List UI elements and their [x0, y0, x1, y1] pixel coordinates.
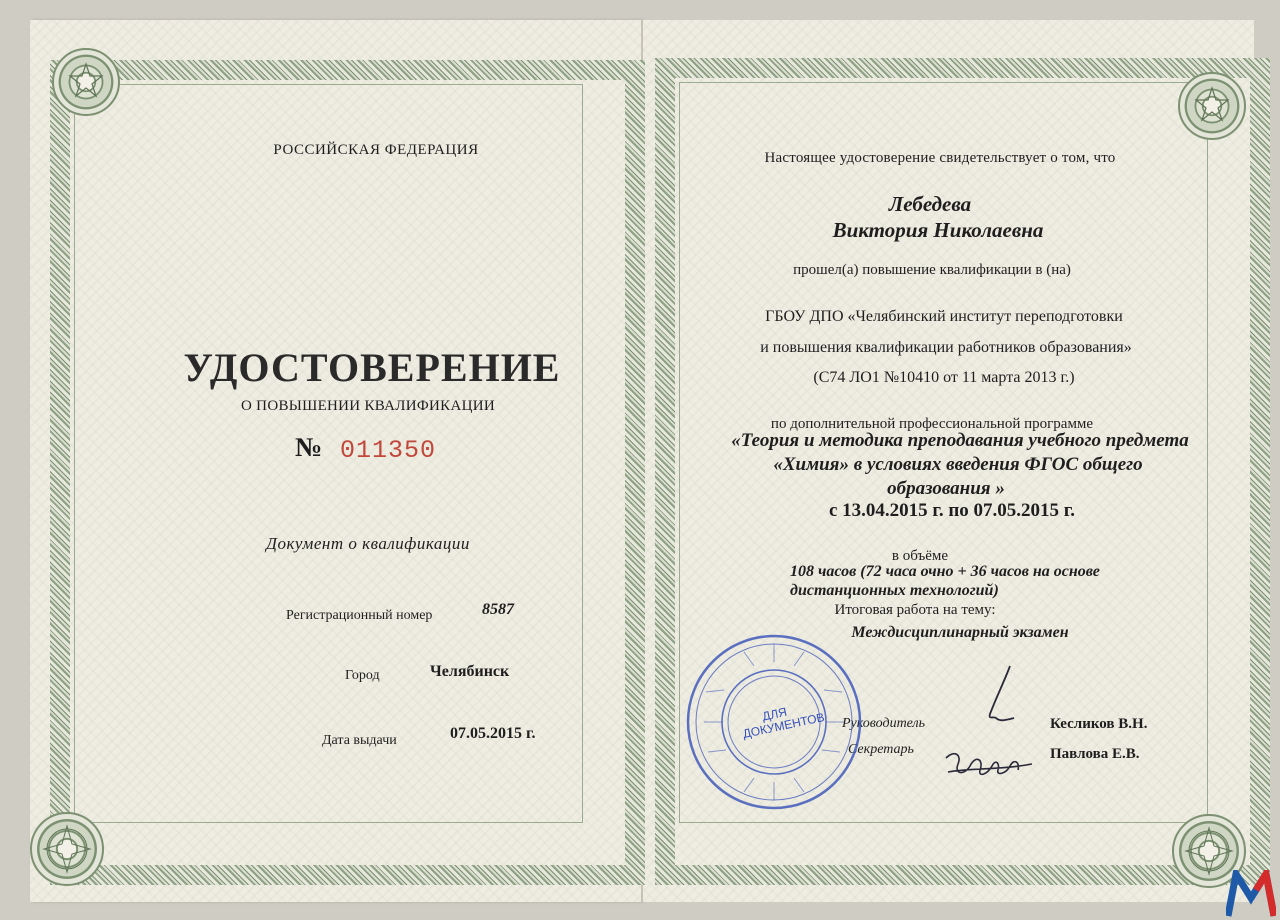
organization-line-2: и повышения квалификации работников образования» [760, 339, 1132, 356]
registration-number: 8587 [482, 601, 514, 618]
program-period: с 13.04.2015 г. по 07.05.2015 г. [828, 500, 1076, 521]
left-inner-border [74, 84, 583, 823]
program-title-line-3: образования » [887, 478, 1005, 499]
program-title-line-1: «Теория и методика преподавания учебного предмета [731, 430, 1189, 451]
program-title-line-2: «Химия» в условиях введения ФГОС общего [773, 454, 1143, 475]
organization-line-1: ГБОУ ДПО «Челябинский институт переподготовки [765, 308, 1123, 325]
country-name: РОССИЙСКАЯ ФЕДЕРАЦИЯ [273, 142, 479, 158]
recipient-surname: Лебедева [888, 192, 972, 216]
certificate-number: 011350 [340, 436, 437, 465]
secretary-label: Секретарь [848, 742, 914, 757]
stamp-seal [684, 632, 864, 812]
city-label: Город [345, 668, 380, 683]
recipient-name: Виктория Николаевна [832, 218, 1044, 242]
volume-label: в объёме [891, 548, 949, 564]
organization-license: (С74 ЛО1 №10410 от 11 марта 2013 г.) [813, 369, 1075, 386]
brand-logo [1226, 870, 1276, 918]
volume-line-1: 108 часов (72 часа очно + 36 часов на основе [790, 563, 1100, 580]
head-label: Руководитель [842, 716, 926, 731]
intro-text: Настоящее удостоверение свидетельствует о том, что [764, 150, 1116, 166]
final-work-label: Итоговая работа на тему: [834, 602, 996, 618]
passed-text: прошел(а) повышение квалификации в (на) [793, 262, 1071, 278]
rosette-icon [1178, 72, 1246, 140]
rosette-icon [30, 812, 104, 886]
number-sign: № [295, 432, 323, 462]
final-work-topic: Междисциплинарный экзамен [851, 624, 1069, 641]
head-name: Кесликов В.Н. [1050, 716, 1148, 732]
secretary-name: Павлова Е.В. [1050, 746, 1140, 762]
registration-label: Регистрационный номер [286, 608, 433, 623]
document-type: Документ о квалификации [266, 534, 470, 553]
city-value: Челябинск [430, 663, 510, 680]
signature [940, 740, 1040, 786]
issue-date-label: Дата выдачи [322, 733, 397, 748]
volume-line-2: дистанционных технологий) [790, 582, 999, 599]
rosette-icon [52, 48, 120, 116]
document-subtitle: О ПОВЫШЕНИИ КВАЛИФИКАЦИИ [241, 398, 495, 414]
document-title: УДОСТОВЕРЕНИЕ [183, 345, 561, 390]
signature [966, 662, 1026, 732]
issue-date-value: 07.05.2015 г. [450, 725, 536, 742]
program-label: по дополнительной профессиональной программе [770, 416, 1094, 432]
stamp-text: ДЛЯ ДОКУМЕНТОВ [741, 704, 826, 741]
